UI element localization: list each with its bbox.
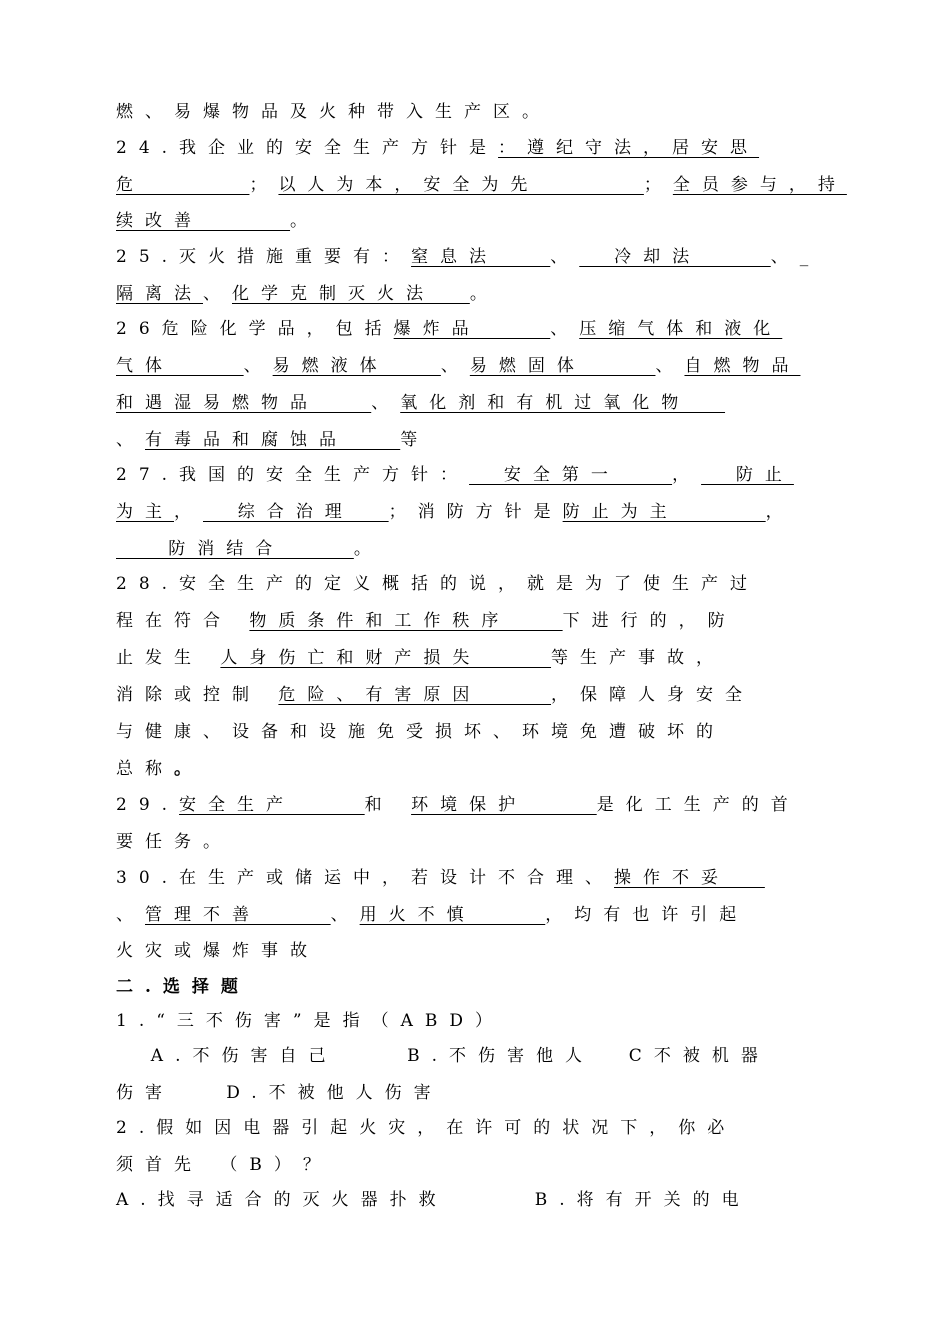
text-line: 30.在生产或储运中，若设计不合理、操作不妥 xyxy=(116,868,765,888)
text-line: 25.灭火措施重要有：窒息法 、 冷却法 、_ xyxy=(116,247,821,267)
text-line: 火灾或爆炸事故 xyxy=(116,941,319,961)
option-line: A.找寻适合的灭火器扑救 B.将有开关的电 xyxy=(116,1190,751,1210)
text-line: 止发生 人身伤亡和财产损失 等生产事故， xyxy=(116,648,726,668)
text-line: 、管理不善 、用火不慎 ，均有也许引起 xyxy=(116,905,749,925)
text-line: 总称。 xyxy=(116,759,203,779)
text-line: 为主， 综合治理 ；消防方针是防止为主 ， xyxy=(116,502,795,522)
text-line: 29.安全生产 和 环境保护 是化工生产的首 xyxy=(116,795,800,815)
question-text: 须首先 （B）？ xyxy=(116,1155,332,1175)
text-line: 续改善 。 xyxy=(116,211,320,231)
text-line: 消除或控制 危险、有害原因 ，保障人身安全 xyxy=(116,685,755,705)
section-heading: 二.选择题 xyxy=(116,977,250,997)
text-line: 28.安全生产的定义概括的说，就是为了使生产过 xyxy=(116,574,760,594)
text-line: 隔离法、化学克制灭火法 。 xyxy=(116,284,499,304)
text-line: 防消结合 。 xyxy=(116,539,383,559)
text-line: 27.我国的安全生产方针： 安全第一 ， 防止 xyxy=(116,465,794,485)
text-line: 气体 、易燃液体 、易燃固体 、自燃物品 xyxy=(116,356,801,376)
text-line: 、有毒品和腐蚀品 等 xyxy=(116,430,430,450)
text-line: 危 ；以人为本，安全为先 ；全员参与，持 xyxy=(116,175,847,195)
text-line: 24.我企业的安全生产方针是：遵纪守法，居安思 xyxy=(116,138,760,158)
text-line: 程在符合 物质条件和工作秩序 下进行的，防 xyxy=(116,611,737,631)
question-text: 1.“三不伤害”是指（ABD） xyxy=(116,1011,505,1031)
text-line: 26危险化学品，包括爆炸品 、压缩气体和液化 xyxy=(116,319,783,339)
text-line: 与健康、设备和设施免受损坏、环境免遭破坏的 xyxy=(116,722,725,742)
option-line: 伤害 D.不被他人伤害 xyxy=(116,1083,443,1103)
text-line: 燃、易爆物品及火种带入生产区。 xyxy=(116,102,551,122)
text-line: 要任务。 xyxy=(116,832,232,852)
question-text: 2.假如因电器引起火灾，在许可的状况下，你必 xyxy=(116,1118,737,1138)
option-line: A.不伤害自己 B.不伤害他人 C不被机器 xyxy=(116,1046,770,1066)
text-line: 和遇湿易燃物品 、氧化剂和有机过氧化物 xyxy=(116,393,726,413)
